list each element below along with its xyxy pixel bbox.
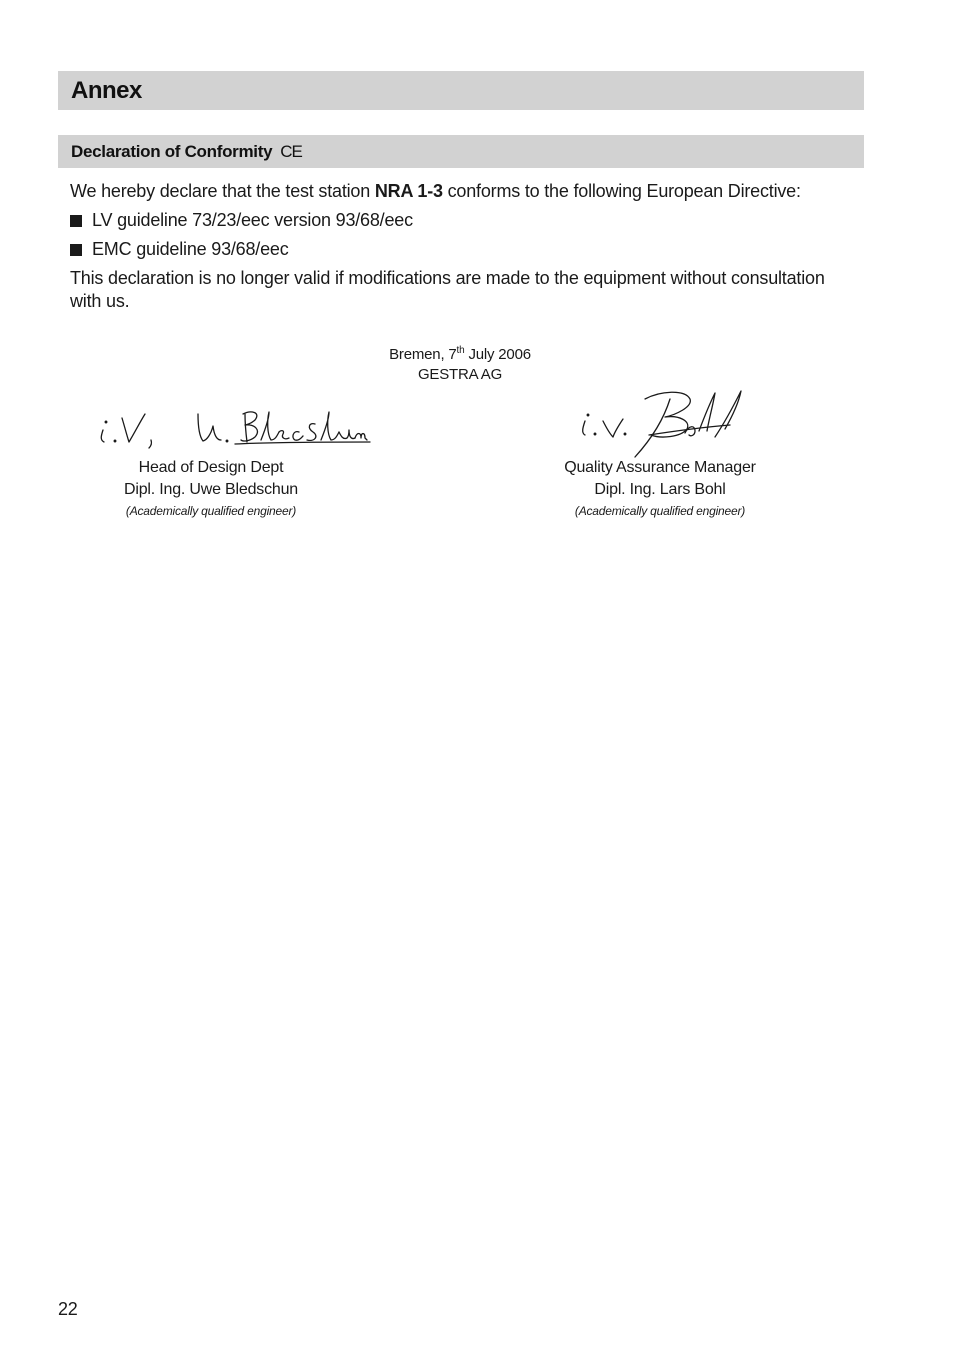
product-name: NRA 1-3 — [374, 181, 443, 201]
section-title-text: Declaration of Conformity — [71, 142, 273, 161]
square-bullet-icon — [70, 244, 82, 256]
intro-prefix: We hereby declare that the test station — [70, 181, 375, 201]
intro-suffix: conforms to the following European Directive: — [442, 181, 801, 201]
annex-header-bar — [58, 71, 864, 110]
section-header-bar — [58, 135, 864, 168]
directive-text: EMC guideline 93/68/eec — [92, 239, 289, 259]
signature-bohl — [575, 385, 755, 460]
signatory-qualification: (Academically qualified engineer) — [125, 504, 297, 518]
square-bullet-icon — [70, 215, 82, 227]
place-date-suffix: July 2006 — [464, 346, 531, 363]
date-ordinal: th — [456, 345, 465, 356]
page-title: Annex — [71, 77, 142, 104]
ce-mark-icon: CE — [280, 142, 302, 161]
signatory-name: Dipl. Ing. Lars Bohl — [594, 481, 726, 498]
declaration-intro — [70, 180, 850, 203]
validity-note: This declaration is no longer valid if modifications are made to the equipment without consultation with us. — [70, 268, 825, 311]
place-date-block — [360, 345, 560, 385]
signatory-role: Quality Assurance Manager — [564, 459, 756, 476]
directive-text: LV guideline 73/23/eec version 93/68/eec — [92, 210, 413, 230]
company-name: GESTRA AG — [417, 366, 503, 383]
section-title — [71, 142, 302, 162]
signatory-name: Dipl. Ing. Uwe Bledschun — [124, 481, 298, 498]
place-date — [360, 345, 560, 365]
signatory-bohl — [540, 457, 780, 521]
page-number: 22 — [58, 1299, 78, 1319]
signatory-bledschun — [96, 457, 326, 521]
signatory-qualification: (Academically qualified engineer) — [574, 504, 746, 518]
directive-item — [70, 209, 413, 232]
directive-item — [70, 238, 289, 261]
place-date-prefix: Bremen, 7 — [389, 346, 457, 363]
signature-bledschun — [95, 400, 375, 450]
signatory-role: Head of Design Dept — [138, 459, 284, 476]
